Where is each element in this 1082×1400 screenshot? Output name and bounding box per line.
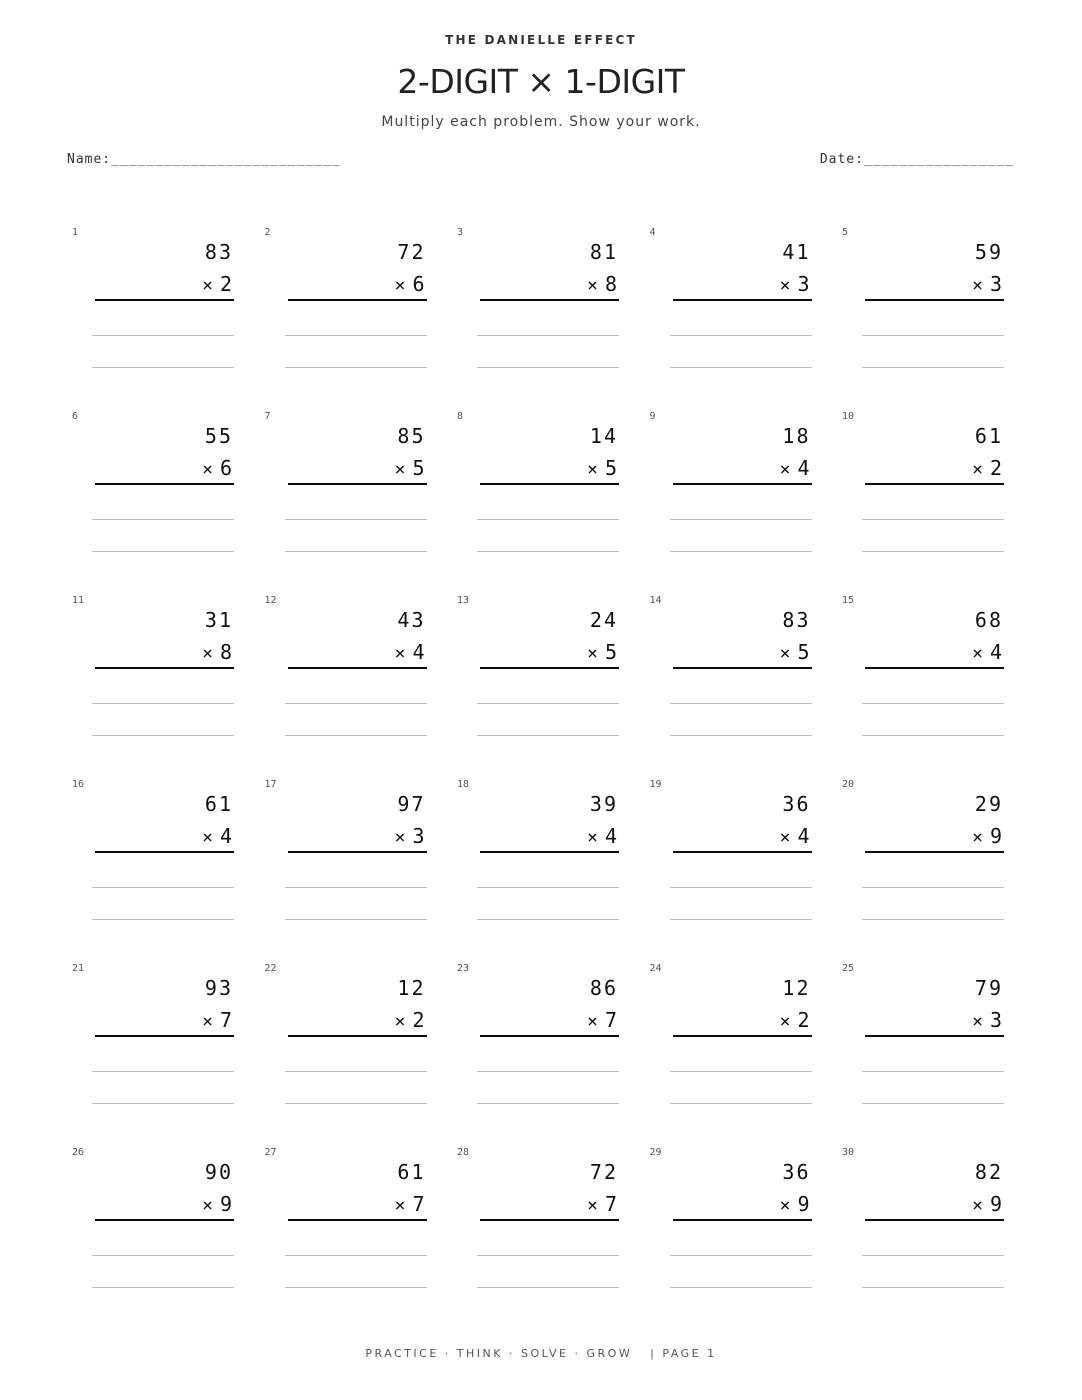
product-bar (480, 483, 619, 485)
multiplier-row (587, 824, 618, 848)
answer-line[interactable] (477, 735, 619, 736)
product-bar (673, 1219, 812, 1221)
multiplier-row (972, 272, 1003, 296)
problem-5 (837, 224, 1012, 374)
answer-line[interactable] (670, 1255, 812, 1256)
answer-line[interactable] (862, 735, 1004, 736)
answer-line[interactable] (285, 703, 427, 704)
multiplier: 9 (219, 1192, 233, 1216)
answer-line[interactable] (862, 1071, 1004, 1072)
problem-10 (837, 408, 1012, 558)
problem-21 (67, 960, 242, 1110)
answer-line[interactable] (285, 519, 427, 520)
answer-line[interactable] (92, 519, 234, 520)
answer-line[interactable] (92, 735, 234, 736)
multiplier-row (587, 272, 618, 296)
problem-27 (260, 1144, 435, 1294)
problem-24 (645, 960, 820, 1110)
multiplier: 4 (412, 640, 426, 664)
answer-line[interactable] (92, 551, 234, 552)
answer-line[interactable] (670, 1287, 812, 1288)
product-bar (480, 1219, 619, 1221)
product-bar (288, 1035, 427, 1037)
multiplier: 7 (412, 1192, 426, 1216)
multiplier: 4 (219, 824, 233, 848)
times-sign: × (972, 275, 984, 296)
product-bar (95, 851, 234, 853)
multiplicand: 24 (589, 608, 618, 632)
problem-17 (260, 776, 435, 926)
multiplier-row (972, 1008, 1003, 1032)
answer-line[interactable] (92, 1255, 234, 1256)
times-sign: × (972, 1011, 984, 1032)
multiplier: 9 (797, 1192, 811, 1216)
answer-line[interactable] (285, 335, 427, 336)
answer-line[interactable] (285, 887, 427, 888)
multiplier-row (587, 1008, 618, 1032)
answer-line[interactable] (477, 1287, 619, 1288)
multiplicand: 43 (397, 608, 426, 632)
multiplier: 8 (604, 272, 618, 296)
problem-number: 20 (842, 779, 855, 790)
answer-line[interactable] (670, 367, 812, 368)
product-bar (673, 851, 812, 853)
date-field[interactable]: Date:_________________ (819, 152, 1014, 167)
multiplier: 7 (219, 1008, 233, 1032)
multiplier-row (202, 1192, 233, 1216)
answer-line[interactable] (285, 735, 427, 736)
answer-line[interactable] (477, 335, 619, 336)
answer-line[interactable] (477, 519, 619, 520)
multiplicand: 79 (974, 976, 1003, 1000)
answer-line[interactable] (862, 367, 1004, 368)
multiplier-row (780, 1008, 811, 1032)
product-bar (480, 667, 619, 669)
answer-line[interactable] (862, 887, 1004, 888)
problem-number: 4 (649, 227, 656, 238)
answer-line[interactable] (862, 1255, 1004, 1256)
product-bar (480, 299, 619, 301)
problem-number: 11 (72, 595, 85, 606)
answer-line[interactable] (92, 703, 234, 704)
multiplicand: 72 (397, 240, 426, 264)
multiplier-row (972, 1192, 1003, 1216)
problem-22 (260, 960, 435, 1110)
times-sign: × (972, 1195, 984, 1216)
multiplier: 5 (412, 456, 426, 480)
problem-number: 2 (264, 227, 271, 238)
multiplicand: 18 (782, 424, 811, 448)
product-bar (673, 667, 812, 669)
multiplier: 5 (604, 456, 618, 480)
answer-line[interactable] (477, 1255, 619, 1256)
product-bar (95, 299, 234, 301)
answer-line[interactable] (92, 367, 234, 368)
multiplier-row (587, 456, 618, 480)
problem-6 (67, 408, 242, 558)
multiplicand: 55 (204, 424, 233, 448)
problem-number: 27 (264, 1147, 277, 1158)
problem-number: 25 (842, 963, 855, 974)
product-bar (865, 851, 1004, 853)
multiplicand: 83 (782, 608, 811, 632)
multiplicand: 93 (204, 976, 233, 1000)
multiplier: 5 (604, 640, 618, 664)
multiplier-row (395, 1008, 426, 1032)
answer-line[interactable] (670, 1071, 812, 1072)
times-sign: × (779, 459, 792, 480)
multiplicand: 85 (397, 424, 426, 448)
multiplier-row (780, 272, 811, 296)
times-sign: × (394, 1195, 407, 1216)
multiplier-row (202, 640, 233, 664)
multiplicand: 31 (204, 608, 233, 632)
times-sign: × (202, 643, 214, 664)
multiplier: 4 (604, 824, 618, 848)
times-sign: × (202, 459, 214, 480)
problem-2 (260, 224, 435, 374)
answer-line[interactable] (92, 1287, 234, 1288)
multiplier: 2 (797, 1008, 811, 1032)
multiplier-row (780, 456, 811, 480)
problem-number: 30 (842, 1147, 855, 1158)
multiplier-row (972, 640, 1003, 664)
problem-29 (645, 1144, 820, 1294)
problem-19 (645, 776, 820, 926)
answer-line[interactable] (92, 335, 234, 336)
multiplicand: 39 (589, 792, 618, 816)
problem-number: 26 (72, 1147, 85, 1158)
multiplicand: 97 (397, 792, 426, 816)
answer-line[interactable] (285, 919, 427, 920)
times-sign: × (779, 1195, 792, 1216)
problem-1 (67, 224, 242, 374)
answer-line[interactable] (92, 1071, 234, 1072)
multiplicand: 41 (782, 240, 811, 264)
product-bar (95, 483, 234, 485)
problem-16 (67, 776, 242, 926)
answer-line[interactable] (285, 367, 427, 368)
multiplier-row (780, 1192, 811, 1216)
answer-line[interactable] (477, 367, 619, 368)
times-sign: × (587, 459, 599, 480)
multiplicand: 90 (204, 1160, 233, 1184)
multiplier-row (202, 272, 233, 296)
product-bar (865, 483, 1004, 485)
multiplier-row (395, 456, 426, 480)
multiplier: 8 (219, 640, 233, 664)
problem-number: 14 (649, 595, 662, 606)
multiplicand: 61 (974, 424, 1003, 448)
problem-30 (837, 1144, 1012, 1294)
multiplicand: 61 (204, 792, 233, 816)
times-sign: × (202, 827, 214, 848)
times-sign: × (587, 643, 599, 664)
multiplicand: 12 (397, 976, 426, 1000)
answer-line[interactable] (285, 1103, 427, 1104)
multiplicand: 68 (974, 608, 1003, 632)
multiplier: 6 (412, 272, 426, 296)
times-sign: × (587, 1195, 599, 1216)
multiplicand: 81 (589, 240, 618, 264)
multiplier-row (395, 1192, 426, 1216)
problem-15 (837, 592, 1012, 742)
worksheet-subtitle: Multiply each problem. Show your work. (381, 114, 701, 130)
problem-9 (645, 408, 820, 558)
answer-line[interactable] (862, 335, 1004, 336)
multiplier: 3 (989, 272, 1003, 296)
problem-26 (67, 1144, 242, 1294)
problem-12 (260, 592, 435, 742)
problem-25 (837, 960, 1012, 1110)
multiplicand: 59 (974, 240, 1003, 264)
times-sign: × (394, 275, 407, 296)
problem-number: 6 (72, 411, 79, 422)
answer-line[interactable] (862, 551, 1004, 552)
multiplier: 6 (219, 456, 233, 480)
answer-line[interactable] (92, 1103, 234, 1104)
answer-line[interactable] (862, 1103, 1004, 1104)
problem-28 (452, 1144, 627, 1294)
times-sign: × (394, 827, 407, 848)
problem-grid (67, 224, 1017, 1324)
multiplicand: 61 (397, 1160, 426, 1184)
answer-line[interactable] (670, 335, 812, 336)
multiplier-row (202, 1008, 233, 1032)
answer-line[interactable] (670, 1103, 812, 1104)
problem-number: 22 (264, 963, 277, 974)
multiplier: 7 (604, 1008, 618, 1032)
multiplicand: 83 (204, 240, 233, 264)
problem-18 (452, 776, 627, 926)
problem-3 (452, 224, 627, 374)
answer-line[interactable] (670, 519, 812, 520)
times-sign: × (587, 1011, 599, 1032)
problem-23 (452, 960, 627, 1110)
multiplier-row (780, 640, 811, 664)
answer-line[interactable] (477, 551, 619, 552)
product-bar (95, 1035, 234, 1037)
multiplier: 2 (412, 1008, 426, 1032)
answer-line[interactable] (285, 1255, 427, 1256)
times-sign: × (587, 275, 599, 296)
problem-number: 28 (457, 1147, 470, 1158)
product-bar (673, 299, 812, 301)
answer-line[interactable] (477, 887, 619, 888)
multiplier-row (972, 456, 1003, 480)
answer-line[interactable] (862, 1287, 1004, 1288)
multiplier: 2 (989, 456, 1003, 480)
problem-number: 12 (264, 595, 277, 606)
times-sign: × (394, 459, 407, 480)
multiplier-row (395, 272, 426, 296)
problem-number: 13 (457, 595, 470, 606)
brand-label: THE DANIELLE EFFECT (445, 33, 637, 47)
problem-number: 3 (457, 227, 464, 238)
multiplicand: 72 (589, 1160, 618, 1184)
problem-11 (67, 592, 242, 742)
multiplier-row (395, 640, 426, 664)
answer-line[interactable] (670, 735, 812, 736)
answer-line[interactable] (477, 919, 619, 920)
problem-number: 9 (649, 411, 656, 422)
multiplier-row (587, 1192, 618, 1216)
answer-line[interactable] (862, 519, 1004, 520)
problem-13 (452, 592, 627, 742)
multiplicand: 36 (782, 792, 811, 816)
multiplicand: 82 (974, 1160, 1003, 1184)
times-sign: × (779, 275, 792, 296)
multiplicand: 29 (974, 792, 1003, 816)
times-sign: × (202, 275, 214, 296)
product-bar (95, 667, 234, 669)
problem-number: 8 (457, 411, 464, 422)
multiplier: 4 (797, 824, 811, 848)
page-footer: PRACTICE · THINK · SOLVE · GROW | PAGE 1 (365, 1347, 717, 1360)
problem-7 (260, 408, 435, 558)
name-field[interactable]: Name:__________________________ (67, 152, 341, 167)
multiplier: 4 (989, 640, 1003, 664)
product-bar (288, 667, 427, 669)
times-sign: × (972, 827, 984, 848)
multiplier: 3 (989, 1008, 1003, 1032)
answer-line[interactable] (670, 887, 812, 888)
problem-20 (837, 776, 1012, 926)
problem-8 (452, 408, 627, 558)
answer-line[interactable] (670, 919, 812, 920)
times-sign: × (394, 1011, 407, 1032)
problem-number: 16 (72, 779, 85, 790)
answer-line[interactable] (477, 1071, 619, 1072)
problem-number: 10 (842, 411, 855, 422)
multiplier: 7 (604, 1192, 618, 1216)
product-bar (288, 299, 427, 301)
worksheet-title: 2-DIGIT × 1-DIGIT (397, 62, 685, 101)
multiplier: 9 (989, 1192, 1003, 1216)
answer-line[interactable] (670, 703, 812, 704)
times-sign: × (587, 827, 599, 848)
multiplier-row (972, 824, 1003, 848)
problem-number: 24 (649, 963, 662, 974)
problem-number: 5 (842, 227, 849, 238)
product-bar (865, 667, 1004, 669)
multiplicand: 12 (782, 976, 811, 1000)
problem-number: 19 (649, 779, 662, 790)
multiplicand: 36 (782, 1160, 811, 1184)
times-sign: × (202, 1195, 214, 1216)
product-bar (480, 851, 619, 853)
answer-line[interactable] (285, 551, 427, 552)
problem-number: 23 (457, 963, 470, 974)
answer-line[interactable] (285, 1287, 427, 1288)
multiplier-row (587, 640, 618, 664)
answer-line[interactable] (477, 703, 619, 704)
times-sign: × (779, 643, 792, 664)
problem-number: 7 (264, 411, 271, 422)
answer-line[interactable] (862, 919, 1004, 920)
problem-number: 17 (264, 779, 277, 790)
product-bar (865, 1219, 1004, 1221)
multiplier: 2 (219, 272, 233, 296)
product-bar (288, 851, 427, 853)
multiplier: 4 (797, 456, 811, 480)
answer-line[interactable] (92, 919, 234, 920)
multiplier: 3 (412, 824, 426, 848)
product-bar (288, 1219, 427, 1221)
multiplicand: 86 (589, 976, 618, 1000)
times-sign: × (394, 643, 407, 664)
times-sign: × (202, 1011, 214, 1032)
multiplier: 9 (989, 824, 1003, 848)
answer-line[interactable] (670, 551, 812, 552)
answer-line[interactable] (862, 703, 1004, 704)
answer-line[interactable] (285, 1071, 427, 1072)
problem-number: 1 (72, 227, 79, 238)
problem-number: 18 (457, 779, 470, 790)
times-sign: × (779, 1011, 792, 1032)
times-sign: × (972, 643, 984, 664)
answer-line[interactable] (477, 1103, 619, 1104)
product-bar (865, 1035, 1004, 1037)
multiplier-row (395, 824, 426, 848)
multiplicand: 14 (589, 424, 618, 448)
multiplier: 5 (797, 640, 811, 664)
product-bar (673, 1035, 812, 1037)
problem-number: 29 (649, 1147, 662, 1158)
product-bar (288, 483, 427, 485)
product-bar (673, 483, 812, 485)
multiplier: 3 (797, 272, 811, 296)
product-bar (480, 1035, 619, 1037)
problem-4 (645, 224, 820, 374)
problem-14 (645, 592, 820, 742)
problem-number: 15 (842, 595, 855, 606)
answer-line[interactable] (92, 887, 234, 888)
times-sign: × (779, 827, 792, 848)
multiplier-row (202, 824, 233, 848)
product-bar (865, 299, 1004, 301)
times-sign: × (972, 459, 984, 480)
multiplier-row (780, 824, 811, 848)
multiplier-row (202, 456, 233, 480)
problem-number: 21 (72, 963, 85, 974)
product-bar (95, 1219, 234, 1221)
